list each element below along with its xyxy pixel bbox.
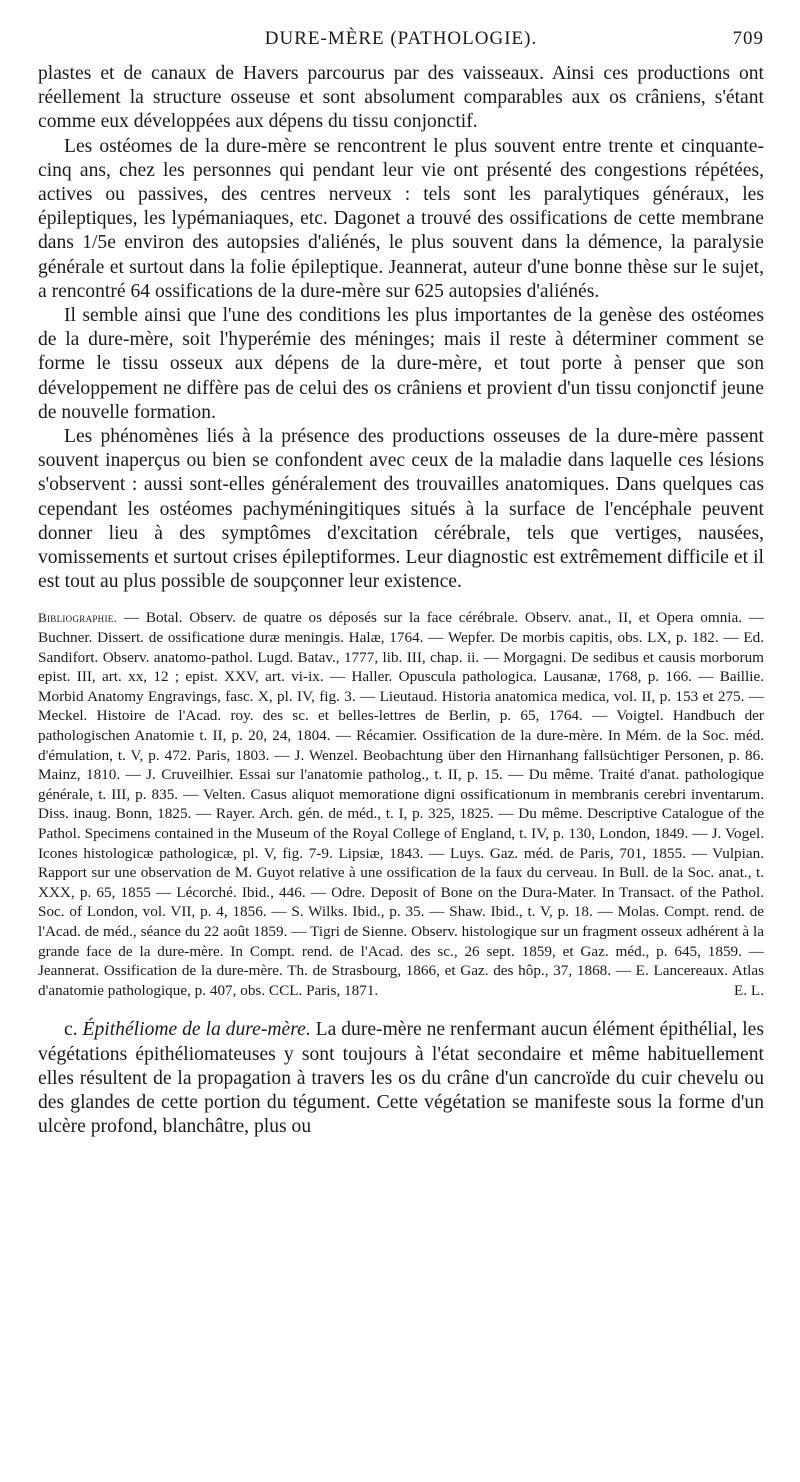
running-header <box>38 28 764 62</box>
bibliography-paragraph <box>38 608 764 1000</box>
bibliography-heading: Bibliographie. <box>38 610 118 626</box>
header-title: DURE-MÈRE (PATHOLOGIE). <box>264 28 538 49</box>
section-label: c. <box>64 1019 78 1041</box>
section-text: La dure-mère ne renfermant aucun élément épithélial, les végétations épithéliomateuses y sont toujours à l'état secondaire et même habituellement elles résultent de la propagation à travers les os du crâne d'un cancroïde du cuir chevelu ou des glandes de cette portion du tégument. Cette végétation se manifeste sous la forme d'un ulcère profond, blanchâtre, plus ou <box>38 1019 764 1138</box>
paragraph: Les ostéomes de la dure-mère se rencontrent le plus souvent entre trente et cinquante-cinq ans, chez les personnes qui pendant leur vie ont présenté des congestions répétées, actives ou passives, des centres nerveux : tels sont les paralytiques généraux, les épileptiques, les lypémaniaques, etc. Dagonet a trouvé des ossifications de cette membrane dans 1/5e environ des autopsies d'aliénés, le plus souvent dans la démence, la paralysie générale et surtout dans la folie épileptique. Jeannerat, auteur d'une bonne thèse sur le sujet, a rencontré 64 ossifications de la dure-mère sur 625 autopsies d'aliénés. <box>38 135 764 302</box>
bibliography <box>38 608 764 1000</box>
author-signoff: E. L. <box>734 981 764 999</box>
section-title: Épithéliome de la dure-mère. <box>82 1019 311 1041</box>
main-text <box>38 62 764 594</box>
spacer <box>38 1000 764 1018</box>
section-paragraph <box>38 1018 764 1139</box>
section-epitheliome <box>38 1018 764 1139</box>
bibliography-text: — Botal. Observ. de quatre os déposés sur la face cérébrale. Observ. anat., II, et Opera omnia. — Buchner. Dissert. de ossificatione duræ meningis. Halæ, 1764. — Wepfer. De morbis capitis, obs. LX, p. 182. — Ed. Sandifort. Observ. anatomo-pathol. Lugd. Batav., 1777, lib. III, chap. ii. — Morgagni. De sedibus et causis morborum epist. III, art. xx, 12 ; epist. XXV, art. vi-ix. — Haller. Opuscula pathologica. Lausanæ, 1768, p. 166. — Baillie. Morbid Anatomy Engravings, fasc. X, pl. IV, fig. 3. — Lieutaud. Historia anatomica medica, vol. II, p. 153 et 275. — Meckel. Histoire de l'Acad. roy. des sc. et belles-lettres de Berlin, p. 65, 1764. — Voigtel. Handbuch der pathologischen Anatomie t. II, p. 20, 24, 1804. — Récamier. Ossification de la dure-mère. In Mém. de la Soc. méd. d'émulation, t. V, p. 472. Paris, 1803. — J. Wenzel. Beobachtung über den Hirnanhang fallsüchtiger Personen, p. 86. Mainz, 1810. — J. Cruveilhier. Essai sur l'anatomie patholog., t. II, p. 15. — Du même. Traité d'anat. pathologique générale, t. III, p. 835. — Velten. Casus aliquot memoratione digni ossificationum in membranis cerebri inventarum. Diss. inaug. Bonn, 1825. — Rayer. Arch. gén. de méd., t. I, p. 325, 1825. — Du même. Descriptive Catalogue of the Pathol. Specimens contained in the Museum of the Royal College of England, t. IV, p. 130, London, 1849. — J. Vogel. Icones histologicæ pathologicæ, pl. V, fig. 7-9. Lipsiæ, 1843. — Luys. Gaz. méd. de Paris, 701, 1855. — Vulpian. Rapport sur une observation de M. Guyot relative à une ossification de la faux du cerveau. In Bull. de la Soc. anat., t. XXX, p. 65, 1855 — Lécorché. Ibid., 446. — Odre. Deposit of Bone on the Dura-Mater. In Transact. of the Pathol. Soc. of London, vol. VII, p. 4, 1856. — S. Wilks. Ibid., p. 35. — Shaw. Ibid., t. V, p. 18. — Molas. Compt. rend. de l'Acad. de méd., séance du 22 août 1859. — Tigri de Sienne. Observ. histologique sur un fragment osseux adhérent à la grande face de la dure-mère. In Compt. rend. de l'Acad. des sc., 26 sept. 1859, et Gaz. méd., p. 645, 1859. — Jeannerat. Ossification de la dure-mère. Th. de Strasbourg, 1866, et Gaz. des hôp., 37, 1868. — E. Lancereaux. Atlas d'anatomie pathologique, p. 407, obs. CCL. Paris, 1871. <box>38 609 764 999</box>
paragraph: Les phénomènes liés à la présence des productions osseuses de la dure-mère passent souvent inaperçus ou bien se confondent avec ceux de la maladie dans laquelle ces lésions s'observent : aussi sont-elles généralement des trouvailles anatomiques. Dans quelques cas cependant les ostéomes pachyméningitiques situés à la surface de l'encéphale peuvent donner lieu à des symptômes d'excitation cérébrale, tels que vertiges, nausées, vomissements et surtout crises épileptiformes. Leur diagnostic est extrêmement difficile et il est tout au plus possible de soupçonner leur existence. <box>38 426 764 593</box>
paragraph: plastes et de canaux de Havers parcourus par des vaisseaux. Ainsi ces productions ont réellement la structure osseuse et sont absolument comparables aux os crâniens, s'étant comme eux développées aux dépens du tissu conjonctif. <box>38 63 764 133</box>
paragraph: Il semble ainsi que l'une des conditions les plus importantes de la genèse des ostéomes de la dure-mère, soit l'hyperémie des méninges; mais il reste à déterminer comment se forme le tissu osseux aux dépens de la dure-mère, et tout porte à penser que son développement ne diffère pas de celui des os crâniens et provient d'un tissu conjonctif jeune de nouvelle formation. <box>38 305 764 423</box>
page-number: 709 <box>732 28 764 49</box>
separator <box>38 594 764 608</box>
